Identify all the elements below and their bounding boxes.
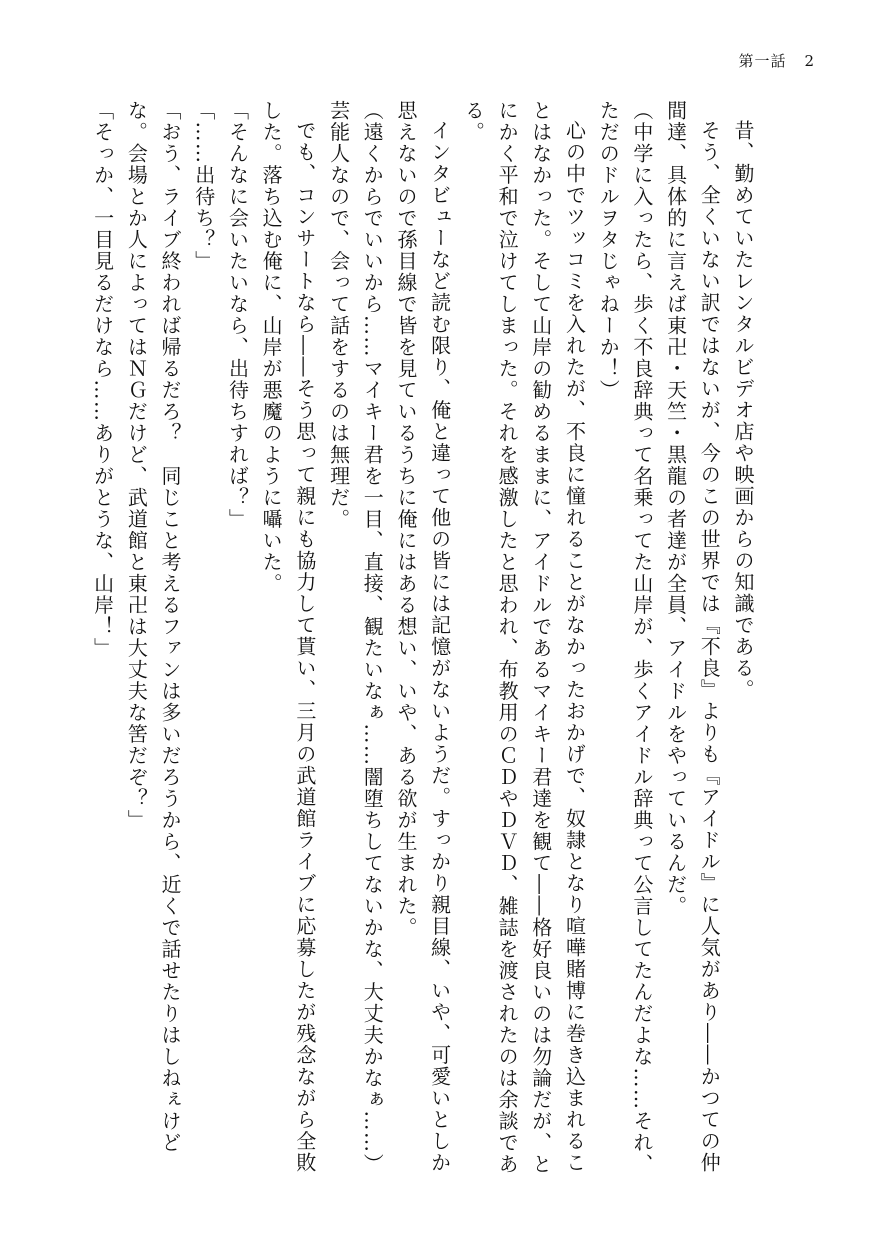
paragraph: インタビューなど読む限り、俺と違って他の皆には記憶がないようだ。すっかり親目線、いや、可愛いとしか思えないので孫目線で皆を見ているうちに俺にはある想い、いや、ある欲が生まれた。	[393, 100, 452, 1174]
paragraph: 「そんなに会いたいなら、出待ちすれば？」	[225, 100, 250, 530]
page-header	[738, 50, 815, 71]
paragraph: 芸能人なので、会って話をするのは無理だ。	[326, 100, 351, 530]
page-number: 2	[804, 52, 815, 70]
paragraph: 昔、勤めていたレンタルビデオ店や映画からの知識である。	[731, 120, 755, 701]
paragraph: でも、コンサートなら――そう思って親にも協力して貰い、三月の武道館ライブに応募したが残念ながら全敗した。落ち込む俺に、山岸が悪魔のように囁いた。	[259, 100, 317, 1174]
paragraph: 「……出待ち？」	[191, 100, 216, 272]
paragraph: 「おう、ライブ終われば帰るだろ？ 同じこと考えるファンは多いだろうから、近くで話せたりはしねぇけどな。会場とか人によってはＮＧだけど、武道館と東卍は大丈夫な筈だぞ？」	[124, 100, 183, 1154]
paragraph: 「そっか、一目見るだけなら……ありがとうな、山岸！」	[90, 100, 115, 659]
paragraph: そう、全くいない訳ではないが、今のこの世界では『不良』よりも『アイドル』に人気があり――かつての仲間達、具体的に言えば東卍・天竺・黒龍の者達が全員、アイドルをやっているんだ。	[663, 100, 722, 1174]
paragraph: （中学に入ったら、歩く不良辞典って名乗ってた山岸が、歩くアイドル辞典って公言してたんだよな……それ、ただのドルヲタじゃねーか！）	[596, 100, 654, 1175]
paragraph: 心の中でツッコミを入れたが、不良に憧れることがなかったおかげで、奴隷となり喧嘩賭博に巻き込まれることはなかった。そして山岸の勧めるままに、アイドルであるマイキー君達を観て――格好良いのは勿論だが、とにかく平和で泣けてしまった。それを感激したと思われ、布教用のＣＤやＤＶＤ、雑誌を渡されたのは余談である。	[461, 100, 587, 1175]
paragraph: （遠くからでいいから……マイキー君を一目、直接、観たいなぁ……闇堕ちしてないかな、大丈夫かなぁ……）	[360, 100, 385, 1175]
novel-body	[79, 100, 759, 1180]
chapter-title: 第一話	[738, 52, 787, 70]
